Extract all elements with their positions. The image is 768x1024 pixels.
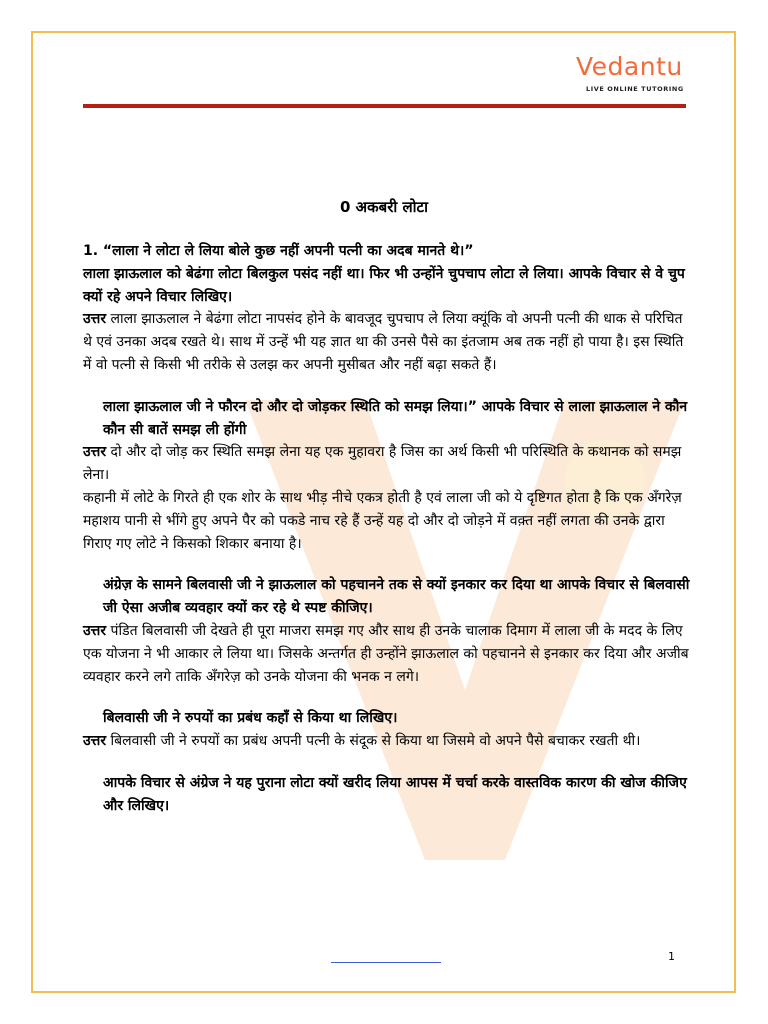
answer-2-continued: कहानी में लोटे के गिरते ही एक शोर के साथ भीड़ नीचे एकत्र होती है एवं लाला जी को ये दृष्टिगत होता है कि एक अँगरेज़ महाशय पानी से भींगे हुए अपने पैर को पकडे नाच रहे हैं उन्हें यह दो और दो जोड़ने में वक़्त नहीं लगता की उनके द्वारा गिराए गए लोटे ने किसको शिकार बनाया है। <box>83 489 682 552</box>
answer-text: बिलवासी जी ने रुपयों का प्रबंध अपनी पत्नी के संदूक से किया था जिसमे वो अपने पैसे बचाकर रखती थी। <box>106 733 641 750</box>
page-number: 1 <box>668 950 675 963</box>
answer-text: पंडित बिलवासी जी देखते ही पूरा माजरा समझ गए और साथ ही उनके चालाक दिमाग में लाला जी के मदद के लिए एक योजना ने भी आकार ले लिया था। जिसके अन्तर्गत ही उन्होंने झाऊलाल को पहचानने से इनकार कर दिया और अजीब व्यवहार करने लगे ताकि अँगरेज़ को उनके योजना की भनक न लगे। <box>83 622 689 685</box>
document-body <box>83 240 695 818</box>
answer-label: उत्तर <box>83 622 107 639</box>
answer-3 <box>83 620 695 688</box>
question-1: 1. “लाला ने लोटा ले लिया बोले कुछ नहीं अपनी पत्नी का अदब मानते थे।” <box>83 243 474 259</box>
answer-label: उत्तर <box>83 311 107 328</box>
logo-wordmark: Vedantu <box>576 52 683 81</box>
answer-label: उत्तर <box>83 444 107 461</box>
question-5: आपके विचार से अंग्रेज ने यह पुराना लोटा क्यों खरीद लिया आपस में चर्चा करके वास्तविक कारण की खोज कीजिए और लिखिए। <box>103 774 687 814</box>
question-4: बिलवासी जी ने रुपयों का प्रबंध कहाँ से किया था लिखिए। <box>103 710 398 727</box>
question-3: अंग्रेज़ के सामने बिलवासी जी ने झाऊलाल को पहचानने तक से क्यों इनकार कर दिया था आपके विचार से बिलवासी जी ऐसा अजीब व्यवहार क्यों कर रहे थे स्पष्ट कीजिए। <box>103 577 690 617</box>
answer-4 <box>83 730 695 753</box>
logo-tagline: LIVE ONLINE TUTORING <box>586 85 684 93</box>
vedantu-logo <box>576 52 696 96</box>
answer-text: लाला झाऊलाल ने बेढंगा लोटा नापसंद होने के बावजूद चुपचाप ले लिया क्यूंकि वो अपनी पत्नी की धाक से परिचित थे एवं उनका अदब रखते थे। साथ में उन्हें भी यह ज्ञात था की उनसे पैसे का इंतजाम अब तक नहीं हो पाया है। इस स्थिति में वो पत्नी से किसी भी तरीके से उलझ कर अपनी मुसीबत और नहीं बढ़ा सकते हैं। <box>83 311 684 373</box>
answer-text: दो और दो जोड़ कर स्थिति समझ लेना यह एक मुहावरा है जिस का अर्थ किसी भी परिस्थिति के कथानक को समझ लेना। <box>83 444 682 484</box>
question-1-detail: लाला झाऊलाल को बेढंगा लोटा बिलकुल पसंद नहीं था। फिर भी उन्होंने चुपचाप लोटा ले लिया। आपके विचार से वे चुप क्यों रहे अपने विचार लिखिए। <box>83 265 685 305</box>
chapter-title: 0 अकबरी लोटा <box>340 198 428 216</box>
footer-link-line[interactable] <box>331 962 441 963</box>
answer-label: उत्तर <box>83 733 107 750</box>
header-rule <box>83 104 686 108</box>
answer-2 <box>83 441 695 487</box>
answer-1 <box>83 308 695 376</box>
question-2: लाला झाऊलाल जी ने फौरन दो और दो जोड़कर स्थिति को समझ लिया।” आपके विचार से लाला झाऊलाल ने कौन कौन सी बातें समझ ली होंगी <box>103 398 688 438</box>
